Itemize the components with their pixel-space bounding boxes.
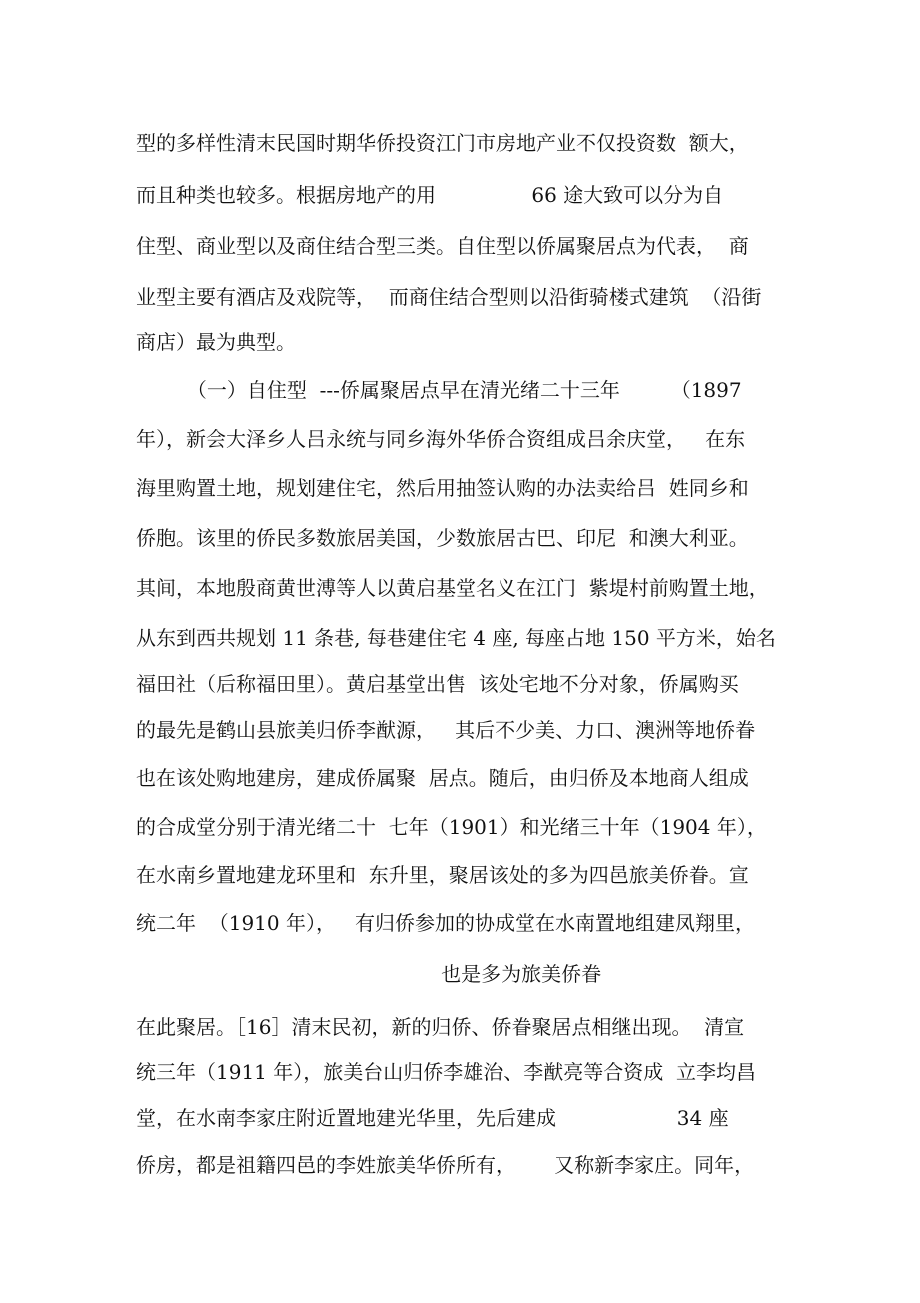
text-line: 商店）最为典型。	[136, 330, 296, 354]
text-line: 在水南乡置地建龙环里和 东升里，聚居该处的多为四邑旅美侨眷。宣	[136, 863, 749, 887]
text-line: 而且种类也较多。根据房地产的用 66 途大致可以分为自	[136, 183, 724, 207]
text-line: 福田社（后称福田里）。黄启基堂出售 该处宅地不分对象，侨属购买	[136, 672, 739, 696]
text-line: 住型、商业型以及商住结合型三类。自住型以侨属聚居点为代表， 商	[136, 234, 749, 258]
text-line: 堂，在水南李家庄附近置地建光华里，先后建成 34 座	[136, 1106, 729, 1130]
text-line: 统三年（1911 年），旅美台山归侨李雄治、李猷亮等合资成 立李均昌	[136, 1060, 756, 1084]
text-line: （一）自住型 ---侨属聚居点早在清光绪二十三年 （1897	[136, 378, 742, 402]
text-line: 从东到西共规划 11 条巷, 每巷建住宅 4 座, 每座占地 150 平方米，始名	[136, 626, 776, 650]
text-line: 侨胞。该里的侨民多数旅居美国，少数旅居古巴、印尼 和澳大利亚。	[136, 526, 749, 550]
text-line: 其间，本地殷商黄世溥等人以黄启基堂名义在江门 紫堤村前购置土地，	[136, 576, 769, 600]
text-line: 统二年 （1910 年）， 有归侨参加的协成堂在水南置地组建凤翔里，	[136, 911, 756, 935]
text-line: 年），新会大泽乡人吕永统与同乡海外华侨合资组成吕余庆堂， 在东	[136, 427, 746, 451]
text-line: 也是多为旅美侨眷	[136, 962, 602, 986]
text-line: 侨房，都是祖籍四邑的李姓旅美华侨所有， 又称新李家庄。同年，	[136, 1153, 755, 1177]
text-line: 海里购置土地，规划建住宅，然后用抽签认购的办法卖给吕 姓同乡和	[136, 476, 749, 500]
text-line: 在此聚居。［16］清末民初，新的归侨、侨眷聚居点相继出现。 清宣	[136, 1015, 745, 1039]
text-line: 的合成堂分别于清光绪二十 七年（1901）和光绪三十年（1904 年），	[136, 815, 767, 839]
text-line: 型的多样性清末民国时期华侨投资江门市房地产业不仅投资数 额大，	[136, 131, 749, 155]
text-line: 的最先是鹤山县旅美归侨李猷源， 其后不少美、力口、澳洲等地侨眷	[136, 718, 756, 742]
text-line: 业型主要有酒店及戏院等， 而商住结合型则以沿街骑楼式建筑 （沿街	[136, 285, 762, 309]
text-line: 也在该处购地建房，建成侨属聚 居点。随后，由归侨及本地商人组成	[136, 766, 749, 790]
